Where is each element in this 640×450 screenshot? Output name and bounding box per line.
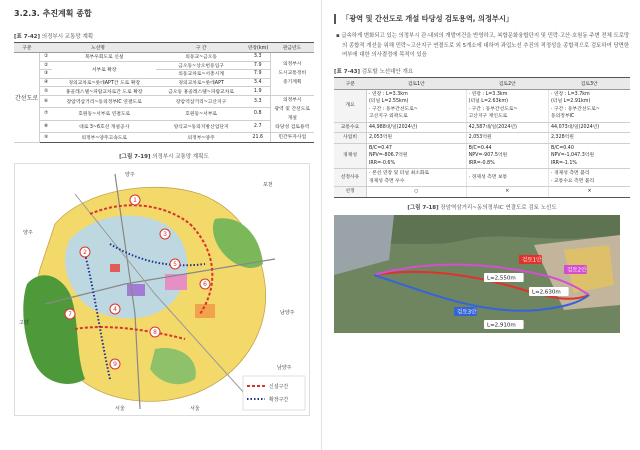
cell-line: B/C=0.44 <box>468 145 492 151</box>
route-length: 3.3 <box>246 53 270 62</box>
alternative-cell <box>466 122 548 133</box>
figure-caption <box>334 203 630 211</box>
remark-line: 중기계획 <box>282 80 302 86</box>
alternative-cell <box>466 143 548 169</box>
route-length: 21.6 <box>246 132 270 142</box>
route-length: 3.4 <box>246 78 270 87</box>
cell-line: 2,053억원 <box>369 135 393 140</box>
alternative-cell <box>548 89 630 122</box>
alternative-cell <box>548 122 630 133</box>
alternative-cell <box>367 169 467 187</box>
cell-line: 고산지구 재인도로 <box>468 114 508 119</box>
table-caption <box>334 67 630 75</box>
cell-line: · 연장 : L=3.7km <box>550 91 590 97</box>
alternative-cell <box>548 187 630 198</box>
cell-line: 2,053억원 <box>468 135 492 140</box>
cell-line: IRR=-1.1% <box>550 160 577 166</box>
table-row <box>334 89 630 122</box>
route-length: 1.9 <box>246 87 270 96</box>
route-section: 의동교차로~서총시계 <box>156 70 246 79</box>
remark-line: 의정부시 <box>282 62 302 68</box>
cell-line: 44,988대/일(2024년) <box>369 124 418 130</box>
route-number-label: 9 <box>113 360 117 368</box>
cell-line: × <box>587 189 592 194</box>
table-row <box>334 169 630 187</box>
route-name: 호원동~서부로 연결도로 <box>52 108 156 120</box>
alternative-cell <box>548 133 630 144</box>
header-alt-2: 검토2안 <box>466 77 548 89</box>
route-length: 0.8 <box>246 108 270 120</box>
row-number: ⑧ <box>40 120 53 132</box>
row-number: ⑥ <box>40 95 53 107</box>
header-category: 구분 <box>334 77 367 89</box>
route-section: 금오동 홍골레스텔~파랍교차로 <box>156 87 246 96</box>
table-row <box>334 133 630 144</box>
row-number: ③ <box>40 70 53 79</box>
transport-network-map <box>14 163 310 416</box>
alternatives-table-body <box>334 89 630 197</box>
photo-label-text: L=2,910m <box>487 322 516 328</box>
photo-label-text: 검토3안 <box>457 309 477 315</box>
route-name: 경의교차로~롯데APT간 도로 확장 <box>52 78 156 87</box>
row-label: 선정사유 <box>334 169 367 187</box>
cell-line: B/C=0.47 <box>369 145 392 151</box>
table-row <box>14 61 314 70</box>
row-label: 사업비 <box>334 133 367 144</box>
cell-line: · 구간 : 동부간선도로~ <box>369 106 418 112</box>
route-section: 의정부~양주 <box>156 132 246 142</box>
route-aerial-photo <box>334 215 620 333</box>
cell-line: IRR=-0.6% <box>369 160 396 166</box>
route-name: 의정부~양주고속도로 <box>52 132 156 142</box>
row-number: ④ <box>40 78 53 87</box>
cell-line: · 교통수요 측면 불리 <box>550 178 595 184</box>
table-caption <box>14 32 314 40</box>
alternative-cell <box>367 89 467 122</box>
place-label: 남양주 <box>277 364 292 371</box>
figure-caption-number: [그림 7-18] <box>407 204 439 211</box>
table-row <box>334 187 630 198</box>
alternatives-table <box>334 77 630 198</box>
table-row <box>334 143 630 169</box>
remark-line: 의정부시 <box>282 97 302 103</box>
place-label: 포천 <box>263 181 273 188</box>
route-section: 양식교~동의지방산업단지 <box>156 120 246 132</box>
route-name: 서부로 확장 <box>52 61 156 78</box>
route-number-label: 1 <box>133 196 137 204</box>
category-cell: 간선도로 <box>14 53 40 143</box>
place-label: 서울 <box>115 405 125 412</box>
header-remarks: 관금년도 <box>270 43 314 53</box>
section-title: 3.2.3. 추진계획 종합 <box>14 9 92 18</box>
photo-label-text: 검토2안 <box>567 267 587 273</box>
map-legend-box <box>243 376 305 410</box>
photo-label-text: L=2,630m <box>532 289 561 295</box>
study-paragraph-text: 급속하게 변화되고 있는 의정부시 관·내외의 개발여건을 반영하고, 복합문화융합단지 및 민락·고산·호원동 주변 전체 도로망의 종합적 개선을 위해 민락~고산지구 연결도로 외 5개소에 대하여 과업노선 추진의 적정성을 종합적으로 검토하여 당면한 여부에 대한 의사결정에 목적이 있음 <box>341 33 630 58</box>
alternative-cell <box>466 133 548 144</box>
map-graphic <box>15 164 309 415</box>
alternative-cell <box>548 143 630 169</box>
remarks-cell-1 <box>270 53 314 96</box>
table-row <box>14 78 314 87</box>
alternative-cell <box>466 169 548 187</box>
route-number-label: 6 <box>203 280 207 288</box>
place-label: 고양 <box>19 319 29 326</box>
header-section: 구 간 <box>156 43 246 53</box>
table-row <box>14 120 314 132</box>
route-length: 3.3 <box>246 95 270 107</box>
alternative-cell <box>367 187 467 198</box>
district-red <box>110 264 120 272</box>
cell-line: · 경제성 측면 불리 <box>550 171 590 176</box>
header-alt-1: 검토1안 <box>367 77 467 89</box>
alternative-cell <box>367 133 467 144</box>
cell-line: · 구간 : 동부간선도로~ <box>550 106 600 112</box>
route-section: 경의교차로~롯데APT <box>156 78 246 87</box>
header-length: 연장(km) <box>246 43 270 53</box>
table-row <box>14 53 314 62</box>
place-label: 양주 <box>125 171 135 178</box>
figure-caption <box>14 152 314 160</box>
alternative-cell <box>367 122 467 133</box>
district-orange <box>195 304 215 318</box>
right-page <box>322 0 640 450</box>
alternative-cell <box>466 89 548 122</box>
cell-line: × <box>505 189 510 194</box>
row-label: 선정 <box>334 187 367 198</box>
route-length: 7.9 <box>246 61 270 70</box>
cell-line: · 본선 연장 및 터널 최소화로 <box>369 171 430 176</box>
route-number-label: 7 <box>68 310 72 318</box>
remark-line: 개설 <box>287 115 297 121</box>
cell-line: NPV=-806.7억원 <box>369 153 408 158</box>
place-label: 남양주 <box>280 309 295 316</box>
figure-caption-text: 장암역삼거리~동의정부IC 연결도로 검토 노선도 <box>440 204 557 211</box>
row-number: ⑨ <box>40 132 53 142</box>
route-section: 의동교~금오동 <box>156 53 246 62</box>
remark-line: 광역 및 간선도로 <box>274 106 310 112</box>
figure-caption-number: [그림 7-19] <box>119 153 151 160</box>
alternative-cell <box>367 143 467 169</box>
cell-line: (터널 L=2.63km) <box>468 99 508 104</box>
table-caption-text: 의정부시 교통망 계획 <box>41 34 94 40</box>
header-route: 노선명 <box>40 43 157 53</box>
cell-line: 고산지구 외곽도로 <box>369 114 408 119</box>
cell-line: B/C=0.40 <box>550 145 574 151</box>
route-name: 북부우회도로 신설 <box>52 53 156 62</box>
cell-line: NPV=-907.5억원 <box>468 153 508 158</box>
study-paragraph: ▪ 급속하게 변화되고 있는 의정부시 관·내외의 개발여건을 반영하고, 복합문화융합단지 및 민락·고산·호원동 주변 전체 도로망의 종합적 개선을 위해 민락~고산지구 연결도로 외 5개소에 대하여 과업노선 추진의 적정성을 종합적으로 검토하여 당면한 여부에 대한 의사결정에 목적이 있음 <box>336 33 630 58</box>
table-header-row <box>334 77 630 89</box>
cell-line: · 경제성 측면 보통 <box>468 174 508 180</box>
cell-line: 42,587대/일(2024년) <box>468 124 517 130</box>
row-number: ⑤ <box>40 87 53 96</box>
place-label: 양주 <box>23 229 33 236</box>
remark-line: 타당성 검토용역 <box>275 124 310 130</box>
table-row <box>14 108 314 120</box>
route-name: 장암역삼거리~동의정부IC 연결도로 <box>52 95 156 107</box>
remarks-cell-2 <box>270 95 314 132</box>
route-number-label: 2 <box>83 248 87 256</box>
alternative-cell <box>466 187 548 198</box>
cell-line: 경제성 측면 우수 <box>369 178 405 184</box>
cell-line: · 구간 : 동부간선도로~ <box>468 106 518 112</box>
header-alt-3: 검토3안 <box>548 77 630 89</box>
alternative-cell <box>548 169 630 187</box>
place-label: 서울 <box>190 405 200 412</box>
route-section: 장암역삼거리~고산지구 <box>156 95 246 107</box>
route-number-label: 3 <box>163 230 167 238</box>
cell-line: 44,073대/일(2024년) <box>550 124 600 130</box>
cell-line: (터널 L=2.55km) <box>369 99 409 104</box>
photo-label-text: 검토1안 <box>522 257 542 263</box>
figure-caption-text: 의정부시 교통망 계획도 <box>152 153 209 160</box>
cell-line: · 연장 : L=3.3km <box>468 91 508 97</box>
table-header-row <box>14 43 314 53</box>
study-title: 「광역 및 간선도로 개설 타당성 검토용역, 의정부시」 <box>334 14 630 24</box>
row-number: ② <box>40 61 53 70</box>
district-purple <box>127 284 145 296</box>
cell-line: ○ <box>414 189 419 194</box>
table-row <box>334 122 630 133</box>
route-number-label: 5 <box>173 260 177 268</box>
header-category: 구분 <box>14 43 40 53</box>
legend-widen-label: 확장구간 <box>269 396 289 403</box>
row-label: 개요 <box>334 89 367 122</box>
table-row <box>14 87 314 96</box>
route-section: 금오동~상오헌동입구 <box>156 61 246 70</box>
route-length: 7.9 <box>246 70 270 79</box>
row-number: ① <box>40 53 53 62</box>
route-length: 2.7 <box>246 120 270 132</box>
table-row <box>14 132 314 142</box>
cell-line: IRR=-0.8% <box>468 160 495 166</box>
route-name: 홍골레스텔~파랍교차로간 도로 확장 <box>52 87 156 96</box>
route-number-label: 4 <box>113 305 117 313</box>
table-caption-text: 검토할 노선대안 개요 <box>361 68 414 75</box>
remarks-cell-3: 민간투자사업 <box>270 132 314 142</box>
aerial-photo-graphic <box>334 215 620 333</box>
route-section: 호원동~서부로 <box>156 108 246 120</box>
cell-line: (터널 L=2.91km) <box>550 99 591 104</box>
cell-line: 동의정부IC <box>550 114 575 119</box>
cell-line: 2,328억원 <box>550 135 574 140</box>
table-caption-number: [표 7-42] <box>14 34 41 40</box>
legend-new-label: 신설구간 <box>269 383 289 390</box>
route-name: 대로 3~6호선 개설공사 <box>52 120 156 132</box>
row-label: 교통수요 <box>334 122 367 133</box>
photo-label-text: L=2,550m <box>487 275 516 281</box>
table-caption-number: [표 7-43] <box>334 68 361 75</box>
remark-line: 도시교통정비 <box>278 71 307 77</box>
route-number-label: 8 <box>153 328 157 336</box>
cell-line: · 연장 : L=3.3km <box>369 91 408 97</box>
cell-line: NPV=-1,047.3억원 <box>550 153 595 158</box>
table-row <box>14 95 314 107</box>
transport-plan-table <box>14 42 314 143</box>
row-label: 경제성 <box>334 143 367 169</box>
row-number: ⑦ <box>40 108 53 120</box>
